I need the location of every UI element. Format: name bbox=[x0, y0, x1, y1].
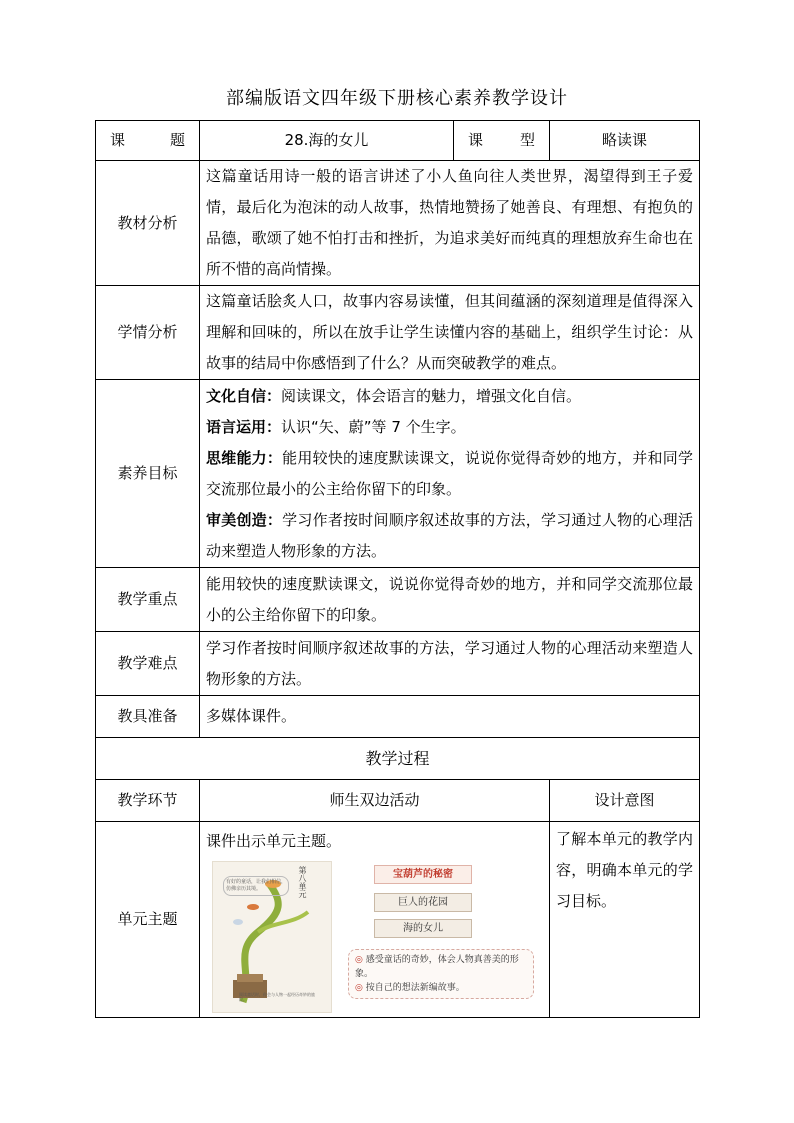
activity-text: 课件出示单元主题。 bbox=[206, 832, 342, 850]
goal-item bbox=[206, 505, 693, 567]
unit-goal-text: 感受童话的奇妙，体会人物真善美的形象。 bbox=[355, 955, 519, 979]
circle-bullet-icon: ◎ bbox=[355, 955, 363, 965]
learner-label: 学情分析 bbox=[96, 286, 200, 380]
unit-cover-illustration bbox=[212, 861, 332, 1013]
lesson-chip: 宝葫芦的秘密 bbox=[374, 865, 472, 884]
intent-column-header: 设计意图 bbox=[550, 780, 700, 822]
type-label: 课 型 bbox=[454, 121, 550, 161]
goal-text: 能用较快的速度默读课文，说说你觉得奇妙的地方，并和同学交流那位最小的公主给你留下的印象。 bbox=[206, 448, 694, 498]
process-title: 教学过程 bbox=[96, 738, 700, 780]
goals-cell bbox=[200, 380, 700, 568]
unit-goal-item bbox=[355, 981, 527, 995]
topic-label: 课 题 bbox=[96, 121, 200, 161]
unit-label: 第八单元 bbox=[298, 866, 307, 898]
goal-key: 文化自信： bbox=[206, 386, 282, 405]
topic-row bbox=[96, 121, 700, 161]
tools-text: 多媒体课件。 bbox=[200, 696, 700, 738]
activity-cell bbox=[200, 822, 550, 1018]
unit-goals-box bbox=[348, 949, 534, 999]
learner-text: 这篇童话脍炙人口，故事内容易读懂，但其间蕴涵的深刻道理是值得深入理解和回味的，所以在放手让学生读懂内容的基础上，组织学生讨论：从故事的结局中你感悟到了什么？从而突破教学的难点。 bbox=[200, 286, 700, 380]
lesson-plan-table bbox=[95, 120, 700, 1018]
goal-text: 学习作者按时间顺序叙述故事的方法，学习通过人物的心理活动来塑造人物形象的方法。 bbox=[206, 510, 694, 560]
analysis-text: 这篇童话用诗一般的语言讲述了小人鱼向往人类世界，渴望得到王子爱情，最后化为泡沫的动人故事，热情地赞扬了她善良、有理想、有抱负的品德，歌颂了她不怕打击和挫折，为追求美好而纯真的理想放弃生命也在所不惜的高尚情操。 bbox=[200, 161, 700, 286]
document-title: 部编版语文四年级下册核心素养教学设计 bbox=[226, 88, 568, 109]
lesson-chip: 海的女儿 bbox=[374, 919, 472, 938]
goal-key: 思维能力： bbox=[206, 448, 283, 467]
process-header-row bbox=[96, 780, 700, 822]
goal-text: 认识“矢、蔚”等 7 个生字。 bbox=[281, 417, 466, 436]
intent-cell: 了解本单元的教学内容，明确本单元的学习目标。 bbox=[550, 822, 700, 1018]
goal-item bbox=[206, 443, 693, 505]
goals-row bbox=[96, 380, 700, 568]
key-points-label: 教学重点 bbox=[96, 568, 200, 632]
type-value: 略读课 bbox=[550, 121, 700, 161]
tools-label: 教具准备 bbox=[96, 696, 200, 738]
goal-key: 审美创造： bbox=[206, 510, 283, 529]
goal-item bbox=[206, 412, 693, 443]
key-points-row bbox=[96, 568, 700, 632]
tools-row bbox=[96, 696, 700, 738]
stage-column-header: 教学环节 bbox=[96, 780, 200, 822]
goals-label: 素养目标 bbox=[96, 380, 200, 568]
circle-bullet-icon: ◎ bbox=[355, 983, 363, 993]
cover-quote: 有好的童话，让我们相信，仿佛亲历其境。 bbox=[223, 876, 289, 896]
goal-text: 阅读课文，体会语言的魅力，增强文化自信。 bbox=[281, 386, 582, 405]
difficulties-row bbox=[96, 632, 700, 696]
unit-theme-image bbox=[206, 861, 532, 1011]
unit-goal-item bbox=[355, 953, 527, 981]
key-points-text: 能用较快的速度默读课文，说说你觉得奇妙的地方，并和同学交流那位最小的公主给你留下的印象。 bbox=[200, 568, 700, 632]
lesson-chip: 巨人的花园 bbox=[374, 893, 472, 912]
unit-goal-text: 按自己的想法新编故事。 bbox=[365, 983, 465, 993]
goal-key: 语言运用： bbox=[206, 417, 282, 436]
cover-footer: 阅读童话时，你会与人物一起经历奇妙的旅程。 bbox=[239, 992, 315, 1002]
difficulties-text: 学习作者按时间顺序叙述故事的方法，学习通过人物的心理活动来塑造人物形象的方法。 bbox=[200, 632, 700, 696]
difficulties-label: 教学难点 bbox=[96, 632, 200, 696]
process-row bbox=[96, 822, 700, 1018]
topic-value: 28.海的女儿 bbox=[200, 121, 454, 161]
analysis-row bbox=[96, 161, 700, 286]
learner-row bbox=[96, 286, 700, 380]
process-title-row bbox=[96, 738, 700, 780]
analysis-label: 教材分析 bbox=[96, 161, 200, 286]
activity-column-header: 师生双边活动 bbox=[200, 780, 550, 822]
stage-cell: 单元主题 bbox=[96, 822, 200, 1018]
goal-item bbox=[206, 381, 693, 412]
